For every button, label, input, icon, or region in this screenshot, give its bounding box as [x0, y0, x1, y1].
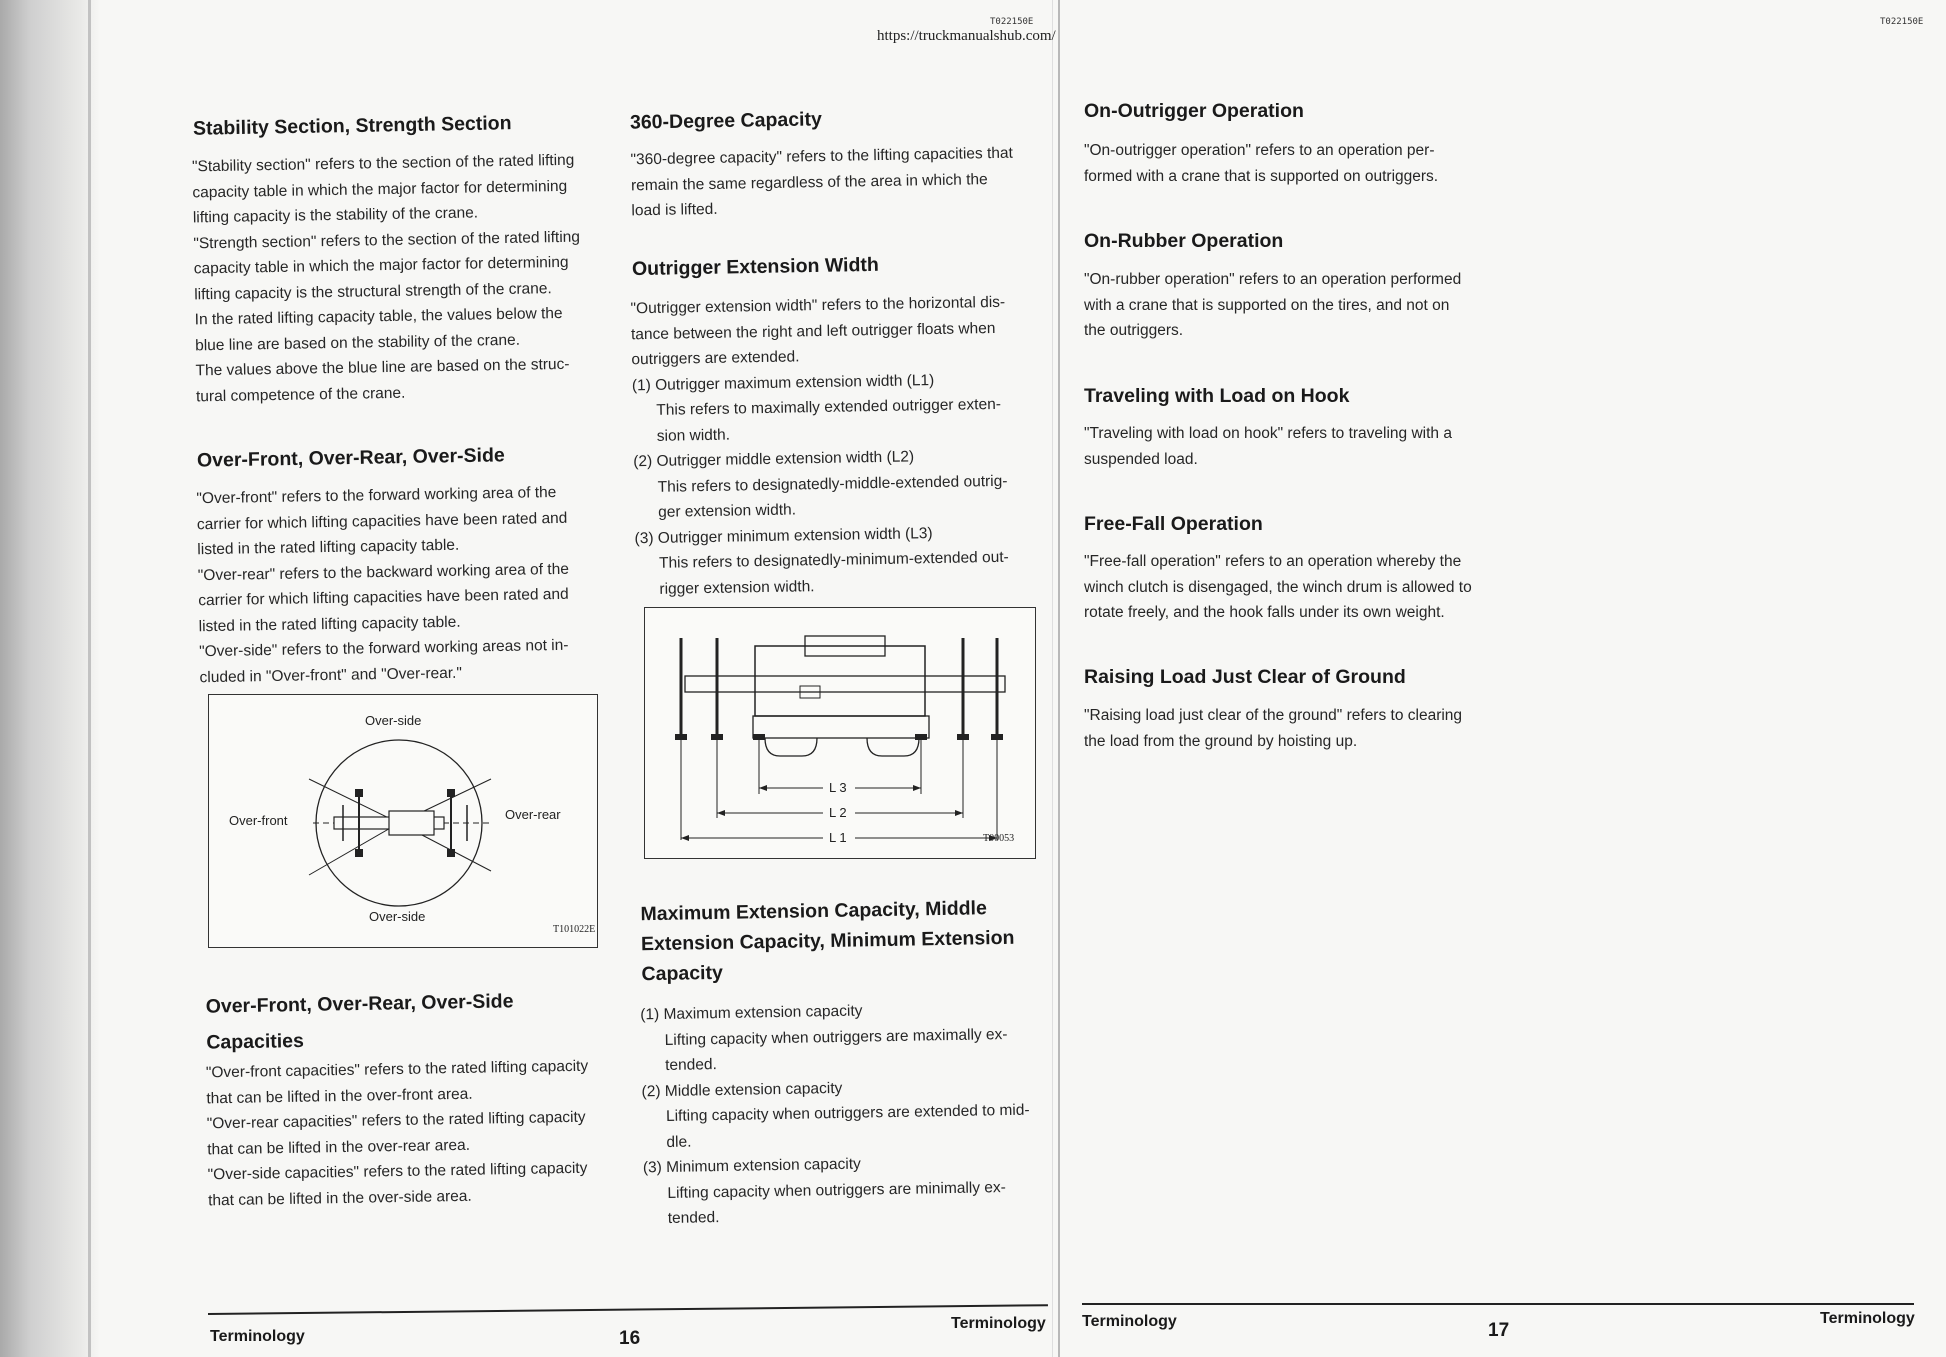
- list-item-head: (3) Outrigger minimum extension width (L3): [634, 524, 933, 547]
- label-over-rear: Over-rear: [505, 807, 561, 822]
- list-item-head: (1) Maximum extension capacity: [640, 1002, 863, 1024]
- on-rubber-operation-text: [1084, 267, 1461, 344]
- heading-over-front-rear-side: Over-Front, Over-Rear, Over-Side: [196, 444, 505, 472]
- text-line: that can be lifted in the over-front area.: [206, 1085, 473, 1107]
- heading-raising-load-clear: Raising Load Just Clear of Ground: [1084, 666, 1406, 688]
- text-line: tance between the right and left outrigger floats when: [630, 319, 996, 343]
- heading-line: Maximum Extension Capacity, Middle: [640, 897, 988, 926]
- heading-on-rubber-operation: On-Rubber Operation: [1084, 230, 1284, 252]
- text-line: The values above the blue line are based on the struc-: [195, 355, 570, 380]
- text-line: "Outrigger extension width" refers to the horizontal dis-: [630, 293, 1006, 318]
- text-line: "Raising load just clear of the ground" refers to clearing: [1084, 707, 1463, 724]
- book-edge-shadow: [0, 0, 100, 1357]
- text-line: In the rated lifting capacity table, the values below the: [194, 304, 563, 329]
- footer-terminology-right-right-page: Terminology: [1820, 1310, 1915, 1327]
- text-line: with a crane that is supported on the tires, and not on: [1084, 296, 1450, 314]
- text-line: "Strength section" refers to the section of the rated lifting: [193, 228, 581, 252]
- text-line: "Over-front" refers to the forward working area of the: [196, 483, 557, 508]
- stability-section-text: [192, 148, 583, 410]
- text-line: lifting capacity is the structural strength of the crane.: [194, 279, 552, 303]
- list-item-head: (2) Outrigger middle extension width (L2): [633, 448, 915, 471]
- heading-over-capacities: [205, 983, 514, 1060]
- on-outrigger-operation-text: [1084, 138, 1438, 189]
- footer-rule-right: [1082, 1303, 1914, 1305]
- list-item-head: (2) Middle extension capacity: [641, 1079, 843, 1100]
- heading-free-fall-operation: Free-Fall Operation: [1084, 513, 1263, 535]
- text-line: formed with a crane that is supported on outriggers.: [1084, 167, 1439, 185]
- label-over-side-top: Over-side: [365, 713, 422, 728]
- text-line: remain the same regardless of the area in which the: [630, 170, 988, 194]
- list-item-head: (1) Outrigger maximum extension width (L1): [631, 371, 935, 394]
- text-line: "Over-side" refers to the forward working areas not in-: [198, 636, 569, 661]
- list-item-text: tended.: [667, 1209, 720, 1227]
- outrigger-width-figure: [644, 607, 1036, 859]
- figure-code: T101022E: [553, 924, 596, 935]
- text-line: listed in the rated lifting capacity table.: [198, 613, 461, 635]
- heading-360-degree-capacity: 360-Degree Capacity: [629, 108, 823, 134]
- outrigger-extension-diagram: [645, 608, 1035, 858]
- working-area-figure: [208, 694, 598, 948]
- heading-extension-capacity: [640, 893, 1015, 990]
- text-line: carrier for which lifting capacities have been rated and: [196, 509, 568, 533]
- list-item-text: Lifting capacity when outriggers are extended to mid-: [665, 1101, 1030, 1125]
- doc-code-right: T022150E: [1880, 17, 1924, 27]
- text-line: cluded in "Over-front" and "Over-rear.": [199, 664, 463, 686]
- list-item-text: Lifting capacity when outriggers are maximally ex-: [664, 1025, 1008, 1049]
- list-item-text: This refers to designatedly-minimum-extended out-: [658, 548, 1009, 572]
- list-item-text: dle.: [666, 1133, 692, 1151]
- text-line: the load from the ground by hoisting up.: [1084, 732, 1358, 750]
- text-line: tural competence of the crane.: [195, 384, 406, 405]
- text-line: "On-rubber operation" refers to an operation performed: [1084, 271, 1462, 288]
- list-item-text: sion width.: [656, 426, 731, 445]
- text-line: "Traveling with load on hook" refers to traveling with a: [1084, 425, 1452, 442]
- text-line: rotate freely, and the hook falls under its own weight.: [1084, 604, 1445, 621]
- label-l3: L 3: [829, 780, 847, 795]
- list-item-text: Lifting capacity when outriggers are minimally ex-: [667, 1178, 1007, 1202]
- text-line: outriggers are extended.: [631, 348, 800, 369]
- heading-line: Capacity: [641, 961, 724, 986]
- raising-load-clear-text: [1084, 703, 1462, 754]
- text-line: suspended load.: [1084, 450, 1198, 468]
- free-fall-operation-text: [1084, 549, 1472, 626]
- traveling-with-load-text: [1084, 421, 1452, 472]
- text-line: "Over-front capacities" refers to the rated lifting capacity: [205, 1057, 589, 1082]
- footer-terminology-right: Terminology: [951, 1315, 1046, 1332]
- list-item-head: (3) Minimum extension capacity: [642, 1155, 861, 1177]
- text-line: blue line are based on the stability of the crane.: [194, 331, 521, 354]
- text-line: load is lifted.: [631, 200, 718, 220]
- page-number-16: 16: [619, 1328, 641, 1349]
- page-gutter-shade: [1052, 0, 1053, 1357]
- label-l1: L 1: [829, 830, 847, 845]
- list-item-text: This refers to maximally extended outrigger exten-: [656, 395, 1002, 419]
- heading-stability-section: Stability Section, Strength Section: [192, 112, 512, 140]
- list-item-text: This refers to designatedly-middle-extended outrig-: [657, 472, 1008, 496]
- heading-line: Over-Front, Over-Rear, Over-Side: [205, 990, 514, 1018]
- text-line: capacity table in which the major factor for determining: [193, 253, 569, 278]
- text-line: that can be lifted in the over-side area.: [207, 1187, 472, 1209]
- book-edge-line: [88, 0, 91, 1357]
- text-line: "On-outrigger operation" refers to an operation per-: [1084, 142, 1435, 159]
- text-line: carrier for which lifting capacities have been rated and: [198, 585, 569, 610]
- source-url[interactable]: https://truckmanualshub.com/: [877, 28, 1056, 44]
- list-item-text: rigger extension width.: [659, 577, 815, 598]
- label-l2: L 2: [829, 805, 847, 820]
- heading-line: Extension Capacity, Minimum Extension: [640, 926, 1015, 956]
- text-line: "Over-rear capacities" refers to the rated lifting capacity: [206, 1108, 586, 1133]
- label-over-front: Over-front: [229, 813, 288, 828]
- text-line: winch clutch is disengaged, the winch drum is allowed to: [1084, 578, 1472, 596]
- footer-terminology-left-right-page: Terminology: [1082, 1313, 1177, 1330]
- text-line: lifting capacity is the stability of the crane.: [192, 204, 479, 227]
- heading-on-outrigger-operation: On-Outrigger Operation: [1084, 100, 1304, 122]
- page-number-17: 17: [1488, 1320, 1510, 1341]
- heading-line: Capacities: [206, 1029, 305, 1054]
- text-line: the outriggers.: [1084, 322, 1184, 339]
- text-line: "360-degree capacity" refers to the lifting capacities that: [630, 144, 1014, 169]
- text-line: listed in the rated lifting capacity table.: [197, 536, 460, 559]
- page-fold-line: [1058, 0, 1060, 1357]
- 360-degree-capacity-text: [630, 141, 1014, 224]
- text-line: "Over-side capacities" refers to the rated lifting capacity: [207, 1159, 588, 1184]
- over-capacities-text: [206, 1054, 591, 1214]
- text-line: "Over-rear" refers to the backward working area of the: [197, 560, 570, 584]
- list-item-text: ger extension width.: [657, 501, 797, 521]
- heading-traveling-with-load: Traveling with Load on Hook: [1084, 385, 1350, 407]
- text-line: that can be lifted in the over-rear area.: [207, 1136, 471, 1158]
- heading-outrigger-extension-width: Outrigger Extension Width: [631, 253, 879, 281]
- doc-code-left: T022150E: [990, 17, 1034, 27]
- extension-capacity-text: [640, 996, 1032, 1232]
- figure-code: T00053: [983, 833, 1015, 844]
- text-line: capacity table in which the major factor for determining: [192, 177, 568, 201]
- footer-rule-left: [208, 1304, 1048, 1315]
- text-line: "Stability section" refers to the section of the rated lifting: [191, 151, 575, 176]
- text-line: "Free-fall operation" refers to an operation whereby the: [1084, 553, 1462, 570]
- footer-terminology-left: Terminology: [210, 1328, 305, 1345]
- over-front-rear-side-text: [196, 480, 571, 690]
- label-over-side-bottom: Over-side: [369, 909, 426, 924]
- list-item-text: tended.: [664, 1056, 717, 1074]
- outrigger-extension-width-text: [630, 290, 1010, 602]
